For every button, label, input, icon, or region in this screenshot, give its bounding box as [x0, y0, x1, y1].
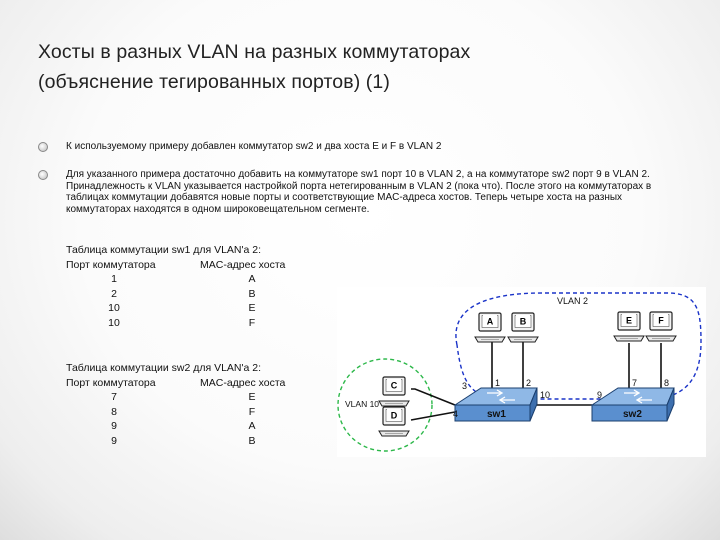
column-header-port: Порт коммутатора	[66, 376, 156, 389]
port-cell: 9	[111, 434, 117, 447]
column-header-port: Порт коммутатора	[66, 258, 156, 271]
mac-cell: E	[248, 302, 256, 315]
svg-text:A: A	[486, 316, 494, 327]
table-header-row	[66, 258, 286, 273]
switch-sw1-icon	[455, 388, 537, 421]
port-cell: 9	[111, 420, 117, 433]
table-header-row	[66, 376, 286, 391]
port-label: 9	[597, 390, 603, 400]
mac-cell: E	[248, 391, 256, 404]
host-a-icon	[475, 313, 505, 342]
svg-text:E: E	[625, 315, 633, 326]
mac-cell: B	[248, 434, 256, 447]
column-header-mac: MAC-адрес хоста	[200, 376, 286, 389]
switching-table-sw1	[66, 243, 286, 331]
vlan2-label: VLAN 2	[557, 296, 589, 306]
svg-text:F: F	[658, 315, 664, 326]
table-row	[66, 272, 261, 287]
mac-cell: B	[248, 287, 256, 300]
port-cell: 2	[111, 287, 117, 300]
svg-text:sw2: sw2	[623, 409, 642, 420]
port-label: 2	[526, 378, 532, 388]
table-row	[66, 419, 261, 434]
port-cell: 1	[111, 273, 117, 286]
bullet-text-1: К используемому примеру добавлен коммутатор sw2 и два хоста E и F в VLAN 2	[66, 141, 442, 152]
switching-table-sw2	[66, 361, 286, 449]
column-header-mac: MAC-адрес хоста	[200, 258, 286, 271]
port-label: 4	[453, 409, 459, 419]
host-b-icon	[508, 313, 538, 342]
svg-text:D: D	[390, 410, 398, 421]
port-cell: 10	[108, 316, 120, 329]
svg-text:sw1: sw1	[487, 409, 506, 420]
host-e-icon	[614, 312, 644, 341]
port-cell: 7	[111, 391, 117, 404]
mac-cell: A	[248, 273, 256, 286]
table-row	[66, 405, 261, 420]
bullet-icon	[38, 170, 48, 180]
switch-sw2-icon	[592, 388, 674, 421]
port-label: 10	[540, 390, 551, 400]
title-line-1: Хосты в разных VLAN на разных коммутаторах	[38, 41, 471, 63]
mac-cell: F	[248, 405, 256, 418]
slide-title	[38, 37, 678, 97]
table-row	[66, 316, 261, 331]
title-line-2: (объяснение тегированных портов) (1)	[38, 71, 390, 93]
network-diagram	[337, 287, 706, 457]
table-row	[66, 390, 261, 405]
port-label: 8	[664, 378, 670, 388]
svg-text:C: C	[390, 380, 398, 391]
bullet-icon	[38, 142, 48, 152]
table-caption: Таблица коммутации sw1 для VLAN'a 2:	[66, 244, 262, 256]
table-caption: Таблица коммутации sw2 для VLAN'a 2:	[66, 362, 262, 374]
host-c-icon	[379, 377, 409, 406]
table-row	[66, 287, 261, 302]
table-row	[66, 301, 261, 316]
port-label: 1	[495, 378, 501, 388]
port-cell: 10	[108, 302, 120, 315]
mac-cell: F	[248, 316, 256, 329]
port-cell: 8	[111, 405, 117, 418]
port-label: 7	[632, 378, 638, 388]
port-label: 3	[462, 381, 468, 391]
mac-cell: A	[248, 420, 256, 433]
host-f-icon	[646, 312, 676, 341]
host-d-icon	[379, 407, 409, 436]
table-row	[66, 434, 261, 449]
vlan10-label: VLAN 10	[345, 399, 380, 409]
svg-text:B: B	[519, 316, 527, 327]
bullet-text-2: Для указанного примера достаточно добавить на коммутаторе sw1 порт 10 в VLAN 2, а на коммутаторе sw2 порт 9 в VLAN 2. Принадлежность к VLAN указывается настройкой порта нетегированным в VLAN 2 (пока что). После этого на коммутаторах в таблицах коммутации добавятся новые порты и соответствующие MAC-адреса хостов. Теперь четыре хоста на разных коммутаторах находятся в одном широковещательном сегменте.	[66, 169, 652, 215]
